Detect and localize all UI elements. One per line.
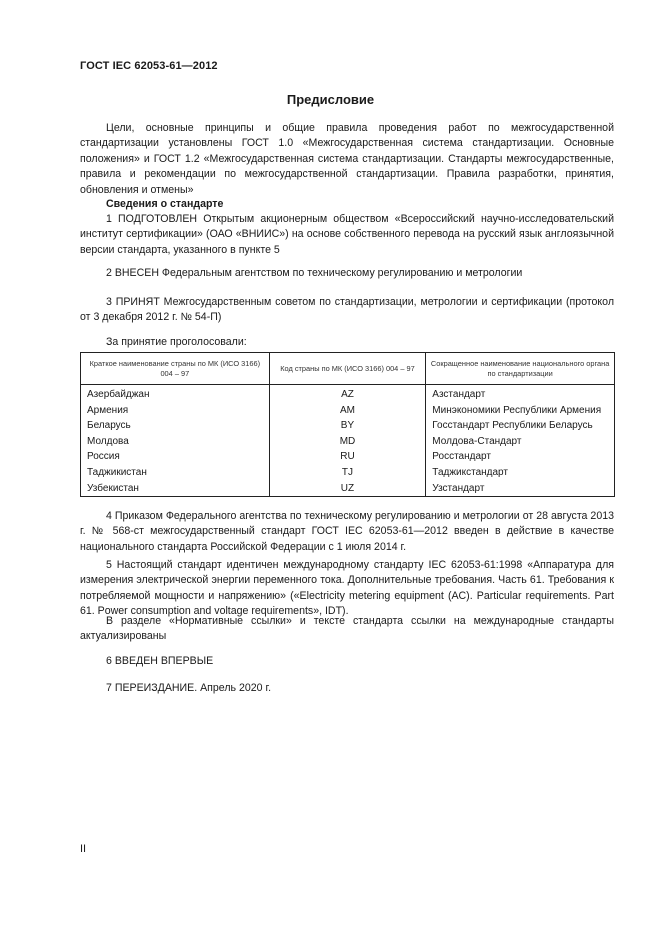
table-cell-code: TJ [269,465,426,481]
table-cell-code: MD [269,434,426,450]
table-row [81,385,615,403]
table-cell-country: Таджикистан [81,465,270,481]
table-cell-country: Молдова [81,434,270,450]
table-cell-body: Госстандарт Республики Беларусь [426,418,615,434]
table-row [81,465,615,481]
table-cell-country: Армения [81,403,270,419]
item-6-paragraph: 6 ВВЕДЕН ВПЕРВЫЕ [106,655,214,667]
table-row [81,449,615,465]
intro-paragraph: Цели, основные принципы и общие правила проведения работ по межгосударственной стандартизации установлены ГОСТ 1.0 «Межгосударственная система стандартизации. Основные положения» и ГОСТ 1.2 «Межгосударственная система стандартизации. Стандарты межгосударственные, правила и рекомендации по межгосударственной стандартизации. Правила разработки, принятия, обновления и отмены» [80,122,614,196]
table-header-body: Сокращенное наименование национального органа по стандартизации [426,353,615,385]
table-row [81,403,615,419]
table-cell-country: Азербайджан [81,385,270,403]
document-header: ГОСТ IEC 62053-61—2012 [80,60,218,72]
item-3-paragraph: 3 ПРИНЯТ Межгосударственным советом по стандартизации, метрологии и сертификации (протокол от 3 декабря 2012 г. № 54-П) [80,296,614,324]
table-row [81,434,615,450]
table-cell-body: Узстандарт [426,481,615,497]
table-row [81,418,615,434]
table-cell-code: BY [269,418,426,434]
item-7-paragraph: 7 ПЕРЕИЗДАНИЕ. Апрель 2020 г. [106,682,272,694]
item-4-paragraph: 4 Приказом Федерального агентства по техническому регулированию и метрологии от 28 августа 2013 г. № 568-ст межгосударственный стандарт ГОСТ IEC 62053-61—2012 введен в действие в качестве национального стандарта Российской Федерации с 1 июля 2014 г. [80,510,614,553]
table-row [81,481,615,497]
subheading: Сведения о стандарте [106,198,224,210]
table-cell-code: AZ [269,385,426,403]
item-2-paragraph: 2 ВНЕСЕН Федеральным агентством по техническому регулированию и метрологии [106,267,523,279]
table-header-code: Код страны по МК (ИСО 3166) 004 – 97 [269,353,426,385]
item-1-paragraph: 1 ПОДГОТОВЛЕН Открытым акционерным обществом «Всероссийский научно-исследовательский институт сертификации» (ОАО «ВНИИС») на основе собственного перевода на русский язык англоязычной версии стандарта, указанного в пункте 5 [80,213,614,256]
item-5-note-paragraph: В разделе «Нормативные ссылки» и тексте стандарта ссылки на международные стандарты актуализированы [80,615,614,643]
voting-table [80,352,615,497]
table-cell-body: Таджикстандарт [426,465,615,481]
table-cell-country: Беларусь [81,418,270,434]
table-cell-body: Минэкономики Республики Армения [426,403,615,419]
table-cell-country: Россия [81,449,270,465]
vote-label: За принятие проголосовали: [106,336,247,348]
item-5-paragraph: 5 Настоящий стандарт идентичен международному стандарту IEC 62053-61:1998 «Аппаратура для измерения электрической энергии переменного тока. Дополнительные требования. Часть 61. Требования к потребляемой мощности и напряжению» («Electricity metering equipment (AC). Particular requirements. Part 61. Power consumption and voltage requirements», IDT). [80,559,614,618]
table-cell-body: Азстандарт [426,385,615,403]
page-number: II [80,843,87,855]
table-cell-country: Узбекистан [81,481,270,497]
page-title: Предисловие [286,92,375,107]
table-cell-code: UZ [269,481,426,497]
table-cell-code: RU [269,449,426,465]
table-cell-body: Росстандарт [426,449,615,465]
table-cell-body: Молдова-Стандарт [426,434,615,450]
table-header-country: Краткое наименование страны по МК (ИСО 3166) 004 – 97 [81,353,270,385]
table-cell-code: AM [269,403,426,419]
